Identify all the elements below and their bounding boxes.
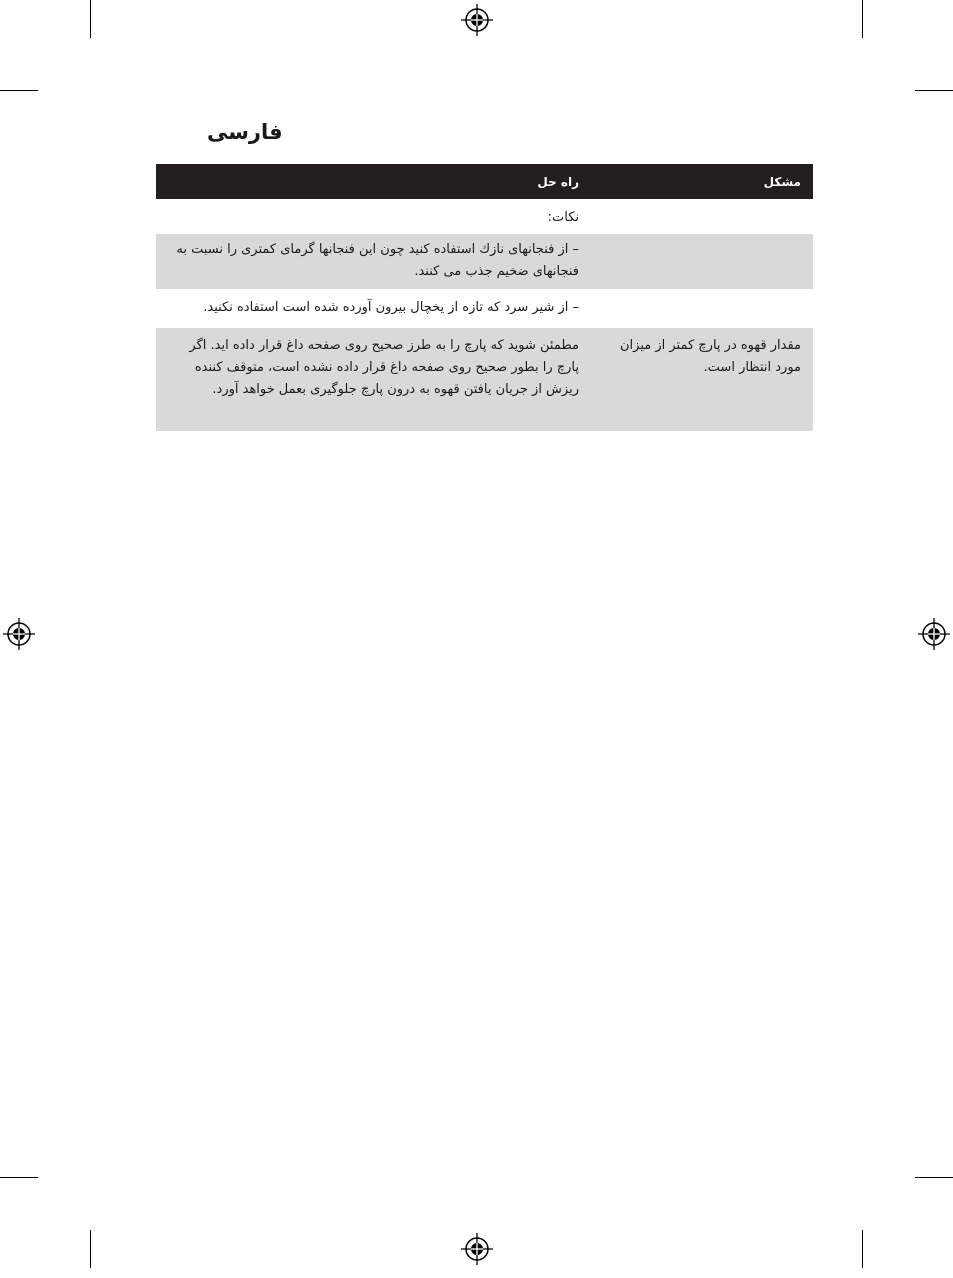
solution-cell: – از شیر سرد که تازه از یخچال بیرون آورده شده است استفاده نکنید. (203, 300, 579, 315)
registration-mark-icon (918, 618, 950, 650)
solution-cell: نکات: (547, 210, 579, 225)
crop-mark-left-top (0, 90, 38, 91)
solution-cell: – از فنجانهای نازك استفاده کنید چون این فنجانها گرمای کمتری را نسبت به فنجانهای ضخیم جذب می کنند. (176, 242, 579, 279)
table-row (156, 328, 813, 431)
table-row (156, 199, 813, 234)
problem-cell: مقدار قهوه در پارچ کمتر از میزان مورد انتظار است. (619, 338, 801, 375)
page-title: فارسی (207, 120, 283, 144)
registration-mark-icon (3, 618, 35, 650)
problem-cell (591, 234, 813, 289)
crop-mark-right-top (915, 90, 953, 91)
solution-cell: مطمئن شوید که پارچ را به طرز صحیح روی صفحه داغ قرار داده اید. اگر پارچ را بطور صحیح روی صفحه داغ قرار داده نشده است، متوقف کننده ریزش از جریان یافتن قهوه به درون پارچ جلوگیری بعمل خواهد آورد. (189, 338, 579, 397)
crop-mark-top-right (862, 0, 863, 38)
problem-cell (591, 199, 813, 234)
crop-mark-right-bottom (915, 1177, 953, 1178)
problem-cell (591, 289, 813, 328)
registration-mark-icon (461, 1233, 493, 1265)
troubleshooting-table (156, 164, 813, 431)
table-row (156, 289, 813, 328)
header-solution: راه حل (537, 175, 579, 189)
crop-mark-bottom-left (90, 1230, 91, 1268)
crop-mark-top-left (90, 0, 91, 38)
crop-mark-bottom-right (862, 1230, 863, 1268)
table-header-row (156, 164, 813, 199)
crop-mark-left-bottom (0, 1177, 38, 1178)
table-row (156, 234, 813, 289)
header-problem: مشکل (763, 175, 801, 189)
registration-mark-icon (461, 4, 493, 36)
